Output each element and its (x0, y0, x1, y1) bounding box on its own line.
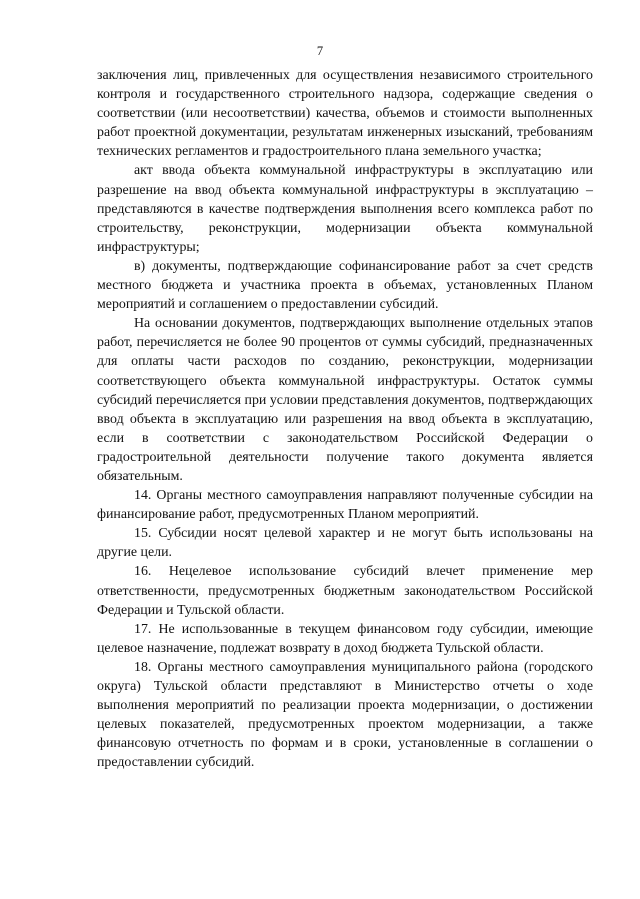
paragraph-clause-15: 15. Субсидии носят целевой характер и не могут быть использованы на другие цели. (97, 526, 593, 561)
paragraph-clause-17: 17. Не использованные в текущем финансовом году субсидии, имеющие целевое назначение, подлежат возврату в доход бюджета Тульской области. (97, 621, 593, 656)
paragraph-clause-14: 14. Органы местного самоуправления направляют полученные субсидии на финансирование работ, предусмотренных Планом мероприятий. (97, 488, 593, 523)
document-body (97, 66, 593, 772)
paragraph-clause-16: 16. Нецелевое использование субсидий влечет применение мер ответственности, предусмотренных бюджетным законодательством Российской Федерации и Тульской области. (97, 564, 593, 618)
paragraph-expert-conclusions: заключения лиц, привлеченных для осуществления независимого строительного контроля и государственного строительного надзора, содержащие сведения о соответствии (или несоответствии) качества, объемов и стоимости выполненных работ проектной документации, результатам инженерных изысканий, требованиям технических регламентов и градостроительного плана земельного участка; (97, 68, 593, 160)
paragraph-commissioning-act: акт ввода объекта коммунальной инфраструктуры в эксплуатацию или разрешение на ввод объекта коммунальной инфраструктуры в эксплуатацию – представляются в качестве подтверждения выполнения всего комплекса работ по строительству, реконструкции, модернизации объекта коммунальной инфраструктуры; (97, 163, 593, 255)
paragraph-payment-transfer: На основании документов, подтверждающих выполнение отдельных этапов работ, перечисляется не более 90 процентов от суммы субсидий, предназначенных для оплаты части расходов по созданию, реконструкции, модернизации соответствующего объекта коммунальной инфраструктуры. Остаток суммы субсидий перечисляется при условии представления документов, подтверждающих ввод объекта в эксплуатацию или разрешения на ввод объекта в эксплуатацию, если в соответствии с законодательством Российской Федерации о градостроительной деятельности получение такого документа является обязательным. (97, 316, 593, 484)
paragraph-cofinancing-documents: в) документы, подтверждающие софинансирование работ за счет средств местного бюджета и участника проекта в объемах, установленных Планом мероприятий и соглашением о предоставлении субсидий. (97, 258, 593, 313)
page-number: 7 (316, 44, 324, 58)
paragraph-clause-18: 18. Органы местного самоуправления муниципального района (городского округа) Тульской области представляют в Министерство отчеты о ходе выполнения мероприятий по реализации проекта модернизации, о достижении целевых показателей, предусмотренных проектом модернизации, а также финансовую отчетность по формам и в сроки, установленные в соглашении о предоставлении субсидий. (97, 659, 593, 771)
